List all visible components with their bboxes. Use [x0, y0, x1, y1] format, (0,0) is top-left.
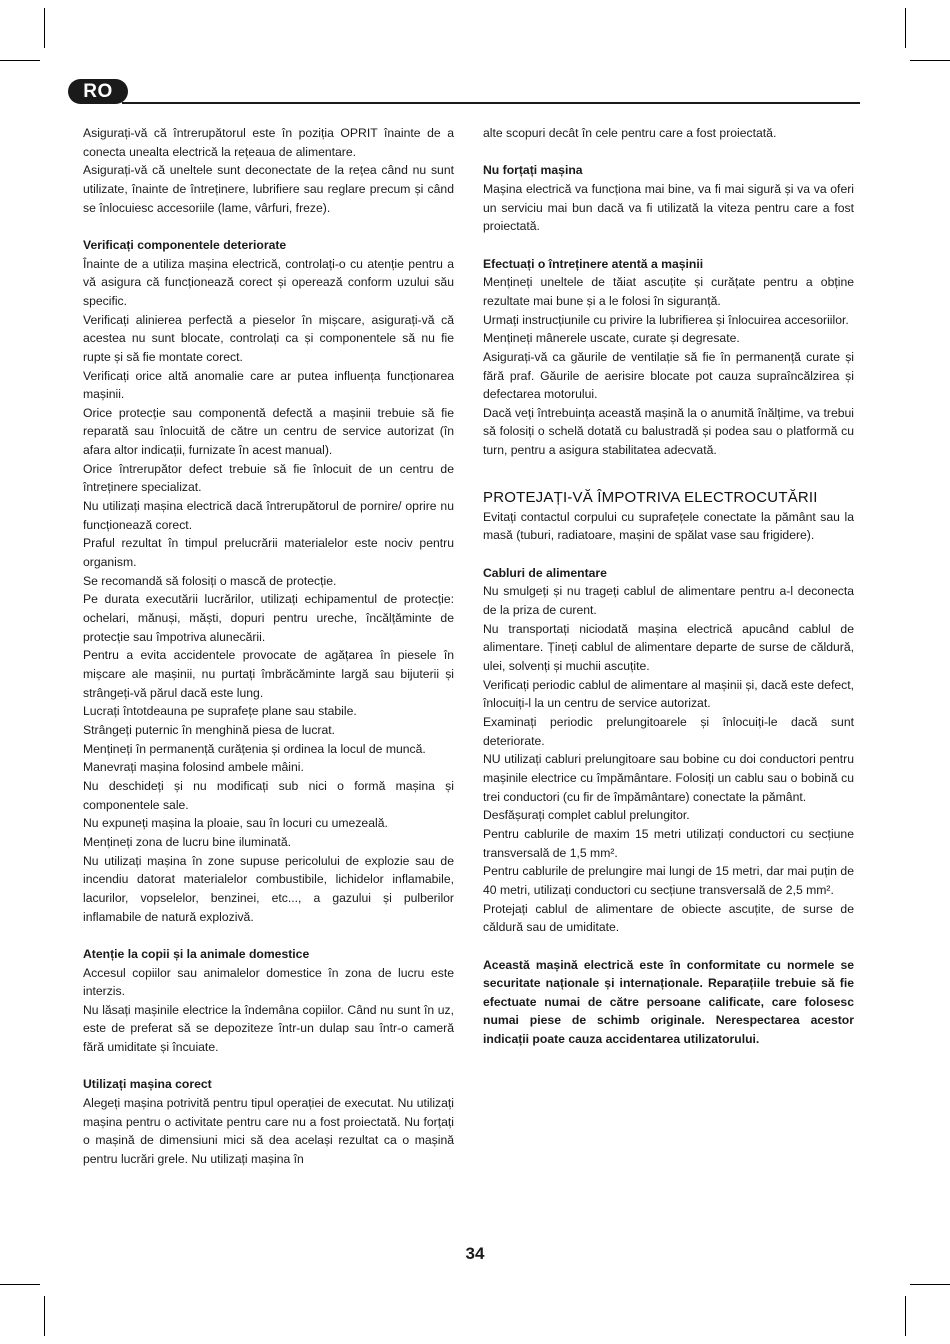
paragraph: Verificați periodic cablul de alimentare al mașinii și, dacă este defect, înlocuiți-l la un centru de service autorizat. [483, 677, 854, 711]
section-heading: Utilizați mașina corect [83, 1077, 212, 1092]
paragraph: Mențineți în permanență curățenia și ordinea la locul de muncă. [83, 741, 426, 756]
paragraph: Asigurați-vă că uneltele sunt deconectate de la rețea când nu sunt utilizate, înainte de întreținere, lubrifiere sau reglare precum și când se înlocuiesc accesoriile (lame, vârfuri, freze). [83, 163, 454, 215]
paragraph: Mențineți mânerele uscate, curate și degresate. [483, 331, 740, 346]
crop-mark [0, 60, 40, 61]
paragraph: Pentru cablurile de maxim 15 metri utilizați conductori cu secțiune transversală de 1,5 mm². [483, 826, 854, 860]
paragraph: Urmați instrucțiunile cu privire la lubrifierea și înlocuirea accesoriilor. [483, 312, 849, 327]
paragraph: Verificați orice altă anomalie care ar putea influența funcționarea mașinii. [83, 368, 454, 402]
paragraph: NU utilizați cabluri prelungitoare sau bobine cu doi conductori pentru mașinile electrice cu împământare. Folosiți un cablu sau o bobină cu trei conductori (cu fir de împământare) conectate la pământ. [483, 752, 854, 804]
language-badge: RO [68, 79, 128, 104]
right-column [483, 124, 854, 1049]
paragraph: Examinați periodic prelungitoarele și înlocuiți-le dacă sunt deteriorate. [483, 714, 854, 748]
paragraph: Orice protecție sau componentă defectă a mașinii trebuie să fie reparată sau înlocuită de către un centru de service autorizat (în afara altor indicații, furnizate în acest manual). [83, 405, 454, 458]
paragraph: Desfășurați complet cablul prelungitor. [483, 808, 690, 823]
paragraph: Pentru a evita accidentele provocate de agățarea în piesele în mișcare ale mașinii, nu purtați îmbrăcăminte largă sau bijuterii și strângeți-vă părul dacă este lung. [83, 648, 454, 700]
paragraph: Accesul copiilor sau animalelor domestice în zona de lucru este interzis. [83, 965, 454, 999]
crop-mark [44, 8, 45, 48]
compliance-notice: Această mașină electrică este în conformitate cu normele se securitate naționale și internaționale. Reparațiile trebuie să fie efectuate numai de către persoane calificate, care folosesc numai piese de schimb originale. Nerespectarea acestor indicații poate cauza accidentarea utilizatorului. [483, 957, 854, 1047]
section-heading: Efectuați o întreținere atentă a mașinii [483, 256, 704, 271]
paragraph: Asigurați-vă ca găurile de ventilație să fie în permanență curate și fără praf. Găurile de aerisire blocate pot cauza supraîncălzirea și defectarea motorului. [483, 349, 854, 402]
paragraph: Mașina electrică va funcționa mai bine, va fi mai sigură și va va oferi un serviciu mai bun dacă va fi utilizată la viteza pentru care a fost proiectată. [483, 181, 854, 234]
crop-mark [905, 1296, 906, 1336]
paragraph: alte scopuri decât în cele pentru care a fost proiectată. [483, 126, 777, 140]
paragraph: Manevrați mașina folosind ambele mâini. [83, 760, 304, 775]
crop-mark [905, 8, 906, 48]
crop-mark [44, 1296, 45, 1336]
paragraph: Nu deschideți și nu modificați sub nici o formă mașina și componentele sale. [83, 778, 454, 812]
paragraph: Lucrați întotdeauna pe suprafețe plane sau stabile. [83, 704, 357, 719]
paragraph: Pe durata executării lucrărilor, utilizați echipamentul de protecție: ochelari, mănuși, măști, dopuri pentru ureche, încălțăminte de protecție sau împotriva alunecării. [83, 592, 454, 644]
section-heading: Atenție la copii și la animale domestice [83, 946, 310, 961]
paragraph: Nu smulgeți și nu trageți cablul de alimentare pentru a-l deconecta de la priza de curent. [483, 584, 854, 618]
paragraph: Praful rezultat în timpul prelucrării materialelor este nociv pentru organism. [83, 536, 454, 570]
paragraph: Alegeți mașina potrivită pentru tipul operației de executat. Nu utilizați mașina pentru o activitate pentru care nu a fost proiectată. Nu forțați o mașină de dimensiuni mici să dea același rezultat ca o mașină pentru lucrări grele. Nu utilizați mașina în [83, 1096, 454, 1167]
paragraph: Nu utilizați mașina în zone supuse pericolului de explozie sau de incendiu datorat materialelor combustibile, lichidelor inflamabile, lacurilor, vopselelor, benzinei, etc..., a gazului și pulberilor inflamabile de natură explozivă. [83, 853, 454, 924]
paragraph: Nu lăsați mașinile electrice la îndemâna copiilor. Când nu sunt în uz, este de preferat să se depoziteze într-un dulap sau într-o cameră fără umiditate și încuiate. [83, 1002, 454, 1055]
paragraph: Se recomandă să folosiți o mască de protecție. [83, 573, 337, 588]
paragraph: Dacă veți întrebuința această mașină la o anumită înălțime, va trebui să folosiți o schelă dotată cu balustradă și podea sau o platformă cu turn, pentru a asigura stabilitatea adecvată. [483, 405, 854, 458]
left-column [83, 124, 454, 1169]
paragraph: Mențineți zona de lucru bine iluminată. [83, 834, 291, 849]
paragraph: Mențineți uneltele de tăiat ascuțite și curățate pentru a obține rezultate mai bune și a le folosi în siguranță. [483, 275, 854, 308]
paragraph: Înainte de a utiliza mașina electrică, controlați-o cu atenție pentru a vă asigura că funcționează corect și operează conform uzului său specific. [83, 256, 454, 308]
paragraph: Evitați contactul corpului cu suprafețele conectate la pământ sau la masă (tuburi, radiatoare, mașini de spălat vase sau frigidere). [483, 509, 854, 543]
section-heading: Nu forțați mașina [483, 163, 583, 178]
crop-mark [910, 60, 950, 61]
paragraph: Nu expuneți mașina la ploaie, sau în locuri cu umezeală. [83, 816, 388, 831]
section-title: PROTEJAȚI-VĂ ÎMPOTRIVA ELECTROCUTĂRII [483, 488, 818, 506]
crop-mark [0, 1284, 40, 1285]
paragraph: Orice întrerupător defect trebuie să fie înlocuit de un centru de întreținere specializat. [83, 461, 454, 495]
section-heading: Cabluri de alimentare [483, 565, 607, 580]
paragraph: Verificați alinierea perfectă a pieselor în mișcare, asigurați-vă că acestea nu sunt blocate, controlați ca și componentele să nu fie rupte și să fie montate corect. [83, 312, 454, 364]
paragraph: Protejați cablul de alimentare de obiecte ascuțite, de surse de căldură sau de umiditate. [483, 901, 854, 935]
page-number: 34 [465, 1244, 485, 1263]
section-heading: Verificați componentele deteriorate [83, 237, 287, 252]
header-rule [122, 102, 860, 104]
paragraph: Pentru cablurile de prelungire mai lungi de 15 metri, dar mai puțin de 40 metri, utilizați conductori cu secțiune transversală de 2,5 mm². [483, 864, 854, 897]
paragraph: Strângeți puternic în menghină piesa de lucrat. [83, 722, 336, 737]
crop-mark [910, 1284, 950, 1285]
paragraph: Nu utilizați mașina electrică dacă întrerupătorul de pornire/ oprire nu funcționează corect. [83, 499, 454, 532]
paragraph: Asigurați-vă că întrerupătorul este în poziția OPRIT înainte de a conecta unealta electrică la rețeaua de alimentare. [83, 126, 454, 159]
paragraph: Nu transportați niciodată mașina electrică apucând cablul de alimentare. Țineți cablul de alimentare departe de surse de căldură, ulei, solvenți și muchii ascuțite. [483, 621, 854, 674]
